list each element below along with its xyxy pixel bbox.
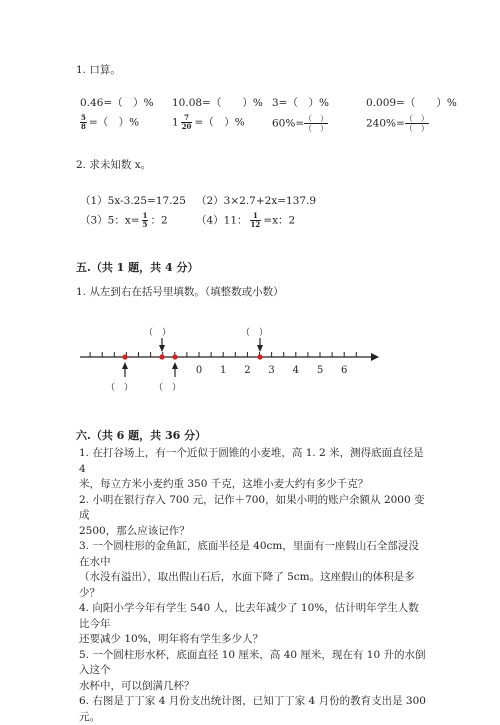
red-point bbox=[159, 354, 164, 359]
tick-label: 4 bbox=[292, 365, 299, 376]
blank-fraction: （ ） （ ） bbox=[304, 114, 329, 133]
oral-calc-item: $\frac{5}{8}$ =（ ）% bbox=[81, 113, 140, 131]
up-arrow-icon bbox=[122, 362, 128, 377]
tick-label: 6 bbox=[341, 365, 348, 376]
equation: （1）5x-3.25=17.25 bbox=[80, 195, 186, 207]
answer-paren: （ ） bbox=[144, 328, 172, 338]
oral-calc-item: 1 $\frac{7}{20}$ =（ ）% bbox=[172, 113, 245, 131]
tick-label: 2 bbox=[244, 365, 251, 376]
arrow-head-icon bbox=[371, 353, 379, 361]
fraction: $\frac{1}{12}$ bbox=[250, 211, 261, 229]
red-point bbox=[172, 354, 177, 359]
tick-label: 3 bbox=[268, 365, 275, 376]
problem-line: 水杯中，可以倒满几杯？ bbox=[79, 679, 195, 692]
problem-line: 5. 一个圆柱形水杯，底面直径 10 厘米，高 40 厘米，现在有 10 升的水倒入这个 bbox=[79, 648, 426, 676]
section6-heading: 六.（共 6 题，共 36 分） bbox=[76, 429, 207, 442]
red-point bbox=[257, 354, 262, 359]
question-text: 1. 从左到右在括号里填数。（填整数或小数） bbox=[76, 286, 284, 298]
answer-paren: （ ） bbox=[106, 383, 134, 393]
tick-labels bbox=[196, 365, 348, 376]
tick-label: 1 bbox=[220, 365, 227, 376]
problem-line: 2500，那么应该记作？ bbox=[79, 524, 190, 537]
problem-line: 2. 小明在银行存入 700 元，记作＋700，如果小明的账户余额从 2000 变成 bbox=[79, 493, 425, 521]
down-arrow-icon bbox=[159, 338, 165, 352]
up-arrow-icon bbox=[172, 362, 178, 377]
equation: （4）11： $\frac{1}{12}$ =x：2 bbox=[196, 211, 296, 229]
tick-label: 0 bbox=[195, 365, 203, 376]
problem-line: （水没有溢出），取出假山石后，水面下降了 5cm。这座假山的体积是多少？ bbox=[79, 571, 415, 599]
down-arrow-icon bbox=[257, 338, 263, 352]
problem-line: 米，每立方米小麦约重 350 千克，这堆小麦大约有多少千克？ bbox=[79, 478, 369, 490]
problem-line: 1. 在打谷场上，有一个近似于圆锥的小麦堆，高 1. 2 米，测得底面直径是 4 bbox=[79, 447, 424, 475]
fraction: $\frac{1}{5}$ bbox=[142, 211, 148, 229]
oral-calc-item: 3=（ ）% bbox=[272, 97, 329, 109]
problem-line: 6. 右图是丁丁家 4 月份支出统计图，已知丁丁家 4 月份的教育支出是 300 元。 bbox=[79, 695, 426, 723]
equation: （3）5：x= $\frac{1}{5}$ ：2 bbox=[80, 211, 168, 229]
problem-list bbox=[79, 446, 429, 725]
section5-heading: 五.（共 1 题，共 4 分） bbox=[76, 261, 199, 274]
answer-paren: （ ） bbox=[241, 328, 269, 338]
answer-paren: （ ） bbox=[154, 383, 182, 393]
red-point bbox=[122, 354, 127, 359]
problem-line: 3. 一个圆柱形的金鱼缸，底面半径是 40cm，里面有一座假山石全部浸没在水中 bbox=[79, 540, 419, 568]
oral-calc-item: 240%= （ ） （ ） bbox=[366, 114, 429, 133]
oral-calc-item: 0.46=（ ）% bbox=[80, 97, 154, 109]
fraction: $\frac{5}{8}$ bbox=[81, 113, 86, 131]
blank-fraction: （ ） （ ） bbox=[404, 114, 429, 133]
tick-label: 5 bbox=[316, 365, 324, 376]
tick-marks bbox=[90, 352, 356, 357]
problem-line: 4. 向阳小学今年有学生 540 人，比去年减少了 10%，估计明年学生人数比今年 bbox=[79, 602, 419, 630]
equation: （2）3×2.7+2x=137.9 bbox=[196, 195, 317, 207]
oral-calc-item: 60%= （ ） （ ） bbox=[272, 114, 329, 133]
fraction: $\frac{7}{20}$ bbox=[181, 113, 192, 131]
section1-title: 1. 口算。 bbox=[76, 64, 121, 76]
oral-calc-item: 0.009=（ ）% bbox=[366, 97, 457, 109]
problem-line: 还要减少 10%，明年将有学生多少人？ bbox=[79, 633, 264, 645]
oral-calc-item: 10.08=（ ）% bbox=[172, 97, 263, 109]
section2-title: 2. 求未知数 x。 bbox=[76, 159, 152, 171]
